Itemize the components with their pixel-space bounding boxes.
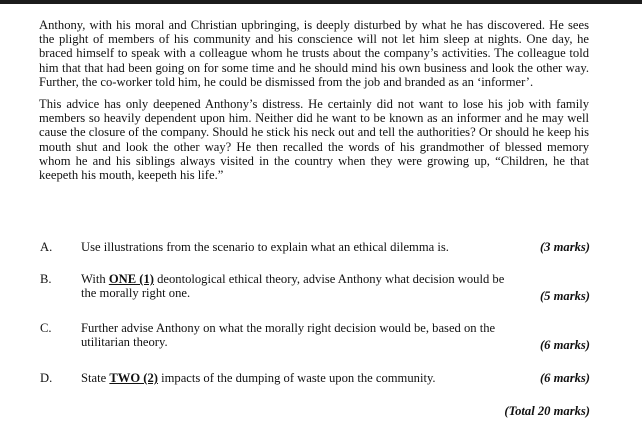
question-d-marks: (6 marks) <box>539 371 590 385</box>
question-c <box>39 321 590 351</box>
top-border <box>0 0 642 4</box>
question-b-text <box>81 272 521 300</box>
scenario-text <box>39 18 589 182</box>
scenario-paragraph-2: This advice has only deepened Anthony’s distress. He certainly did not want to lose his job with family members so heavily dependent upon him. Neither did he want to be known as an informer and he may well cause the closure of the company. Should he stick his neck out and tell the authorities? Or should he keep his mouth shut and look the other way? He then recalled the words of his grandmother of blessed memory whom he and his siblings always visited in the country when they were growing up, “Children, he that keepeth his mouth, keepeth his life.” <box>39 97 589 183</box>
question-b <box>39 272 590 302</box>
question-c-text: Further advise Anthony on what the morally right decision would be, based on the utilitarian theory. <box>81 321 496 350</box>
question-c-marks: (6 marks) <box>539 338 590 352</box>
question-b-post: deontological ethical theory, advise Anthony what decision would be the morally right one. <box>81 272 505 301</box>
scenario-paragraph-1: Anthony, with his moral and Christian upbringing, is deeply disturbed by what he has discovered. He sees the plight of members of his community and his conscience will not let him sleep at nights. One day, he braced himself to speak with a colleague whom he trusts about the company’s activities. The colleague told him that that had been going on for some time and he should mind his own business and look the other way. Further, the co-worker told him, he could be dismissed from the job and branded as an ‘informer’. <box>39 18 589 89</box>
question-d-text <box>81 371 521 385</box>
question-a-marks: (3 marks) <box>539 240 590 254</box>
question-a-letter: A. <box>40 240 53 254</box>
question-d-pre: State <box>81 371 110 385</box>
question-a-text: Use illustrations from the scenario to explain what an ethical dilemma is. <box>81 240 449 254</box>
question-d <box>39 371 590 385</box>
question-c-letter: C. <box>40 321 52 335</box>
question-b-marks: (5 marks) <box>539 289 590 303</box>
question-a <box>39 240 590 254</box>
question-d-post: impacts of the dumping of waste upon the community. <box>157 371 436 385</box>
question-d-letter: D. <box>40 371 53 385</box>
question-b-emphasis: ONE (1) <box>108 272 154 286</box>
question-b-pre: With <box>81 272 109 286</box>
question-b-letter: B. <box>40 272 52 286</box>
total-marks: (Total 20 marks) <box>504 404 590 418</box>
question-d-emphasis: TWO (2) <box>109 371 158 385</box>
